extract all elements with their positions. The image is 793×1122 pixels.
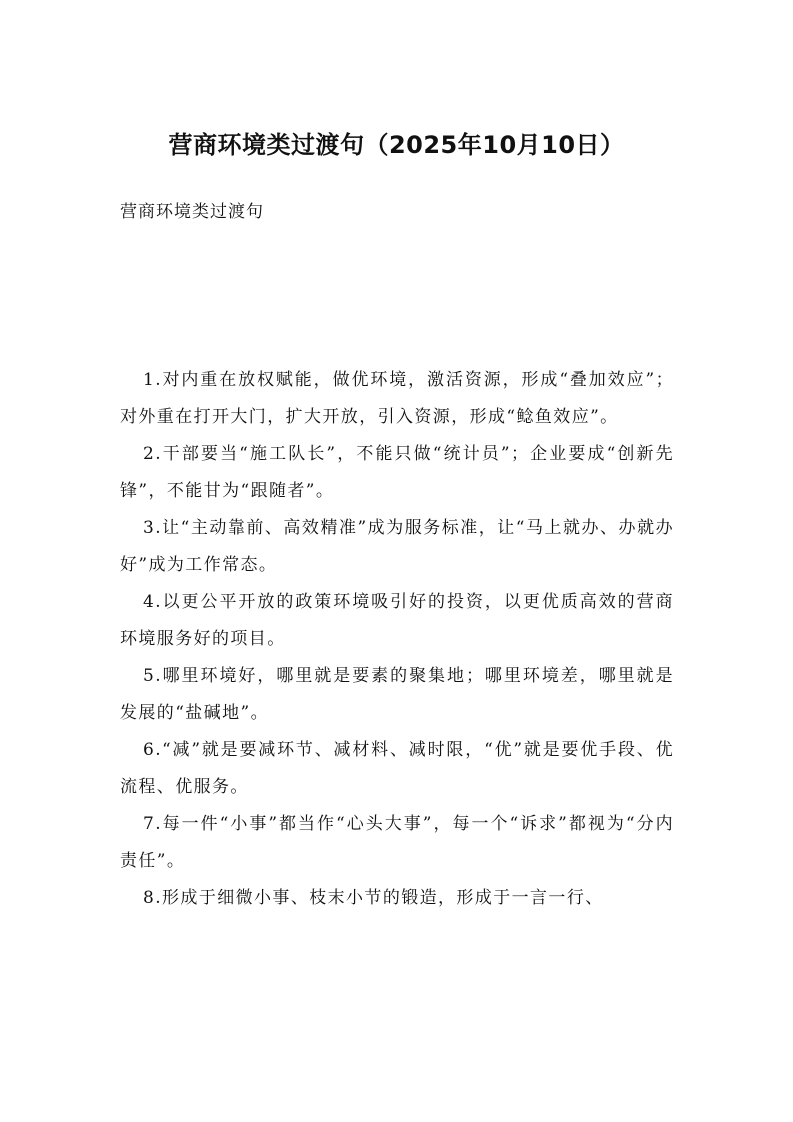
paragraph-4: 4.以更公平开放的政策环境吸引好的投资，以更优质高效的营商环境服务好的项目。 [120,592,674,649]
paragraph-3: 3.让“主动靠前、高效精准”成为服务标准，让“马上就办、办就办好”成为工作常态。 [120,518,674,575]
paragraph-8: 8.形成于细微小事、枝末小节的锻造，形成于一言一行、 [143,888,604,908]
paragraph-7: 7.每一件“小事”都当作“心头大事”，每一个“诉求”都视为“分内责任”。 [120,814,674,871]
document-title: 营商环境类过渡句（2025年10月10日） [168,131,625,159]
document-subtitle: 营商环境类过渡句 [120,202,264,222]
document-body [120,362,674,917]
paragraph-5: 5.哪里环境好，哪里就是要素的聚集地；哪里环境差，哪里就是发展的“盐碱地”。 [120,666,674,723]
paragraph-2: 2.干部要当“施工队长”，不能只做“统计员”；企业要成“创新先锋”，不能甘为“跟随者”。 [120,444,674,501]
paragraph-1: 1.对内重在放权赋能，做优环境，激活资源，形成“叠加效应”；对外重在打开大门，扩大开放，引入资源，形成“鲶鱼效应”。 [120,370,674,427]
paragraph-6: 6.“减”就是要减环节、减材料、减时限，“优”就是要优手段、优流程、优服务。 [120,740,674,797]
